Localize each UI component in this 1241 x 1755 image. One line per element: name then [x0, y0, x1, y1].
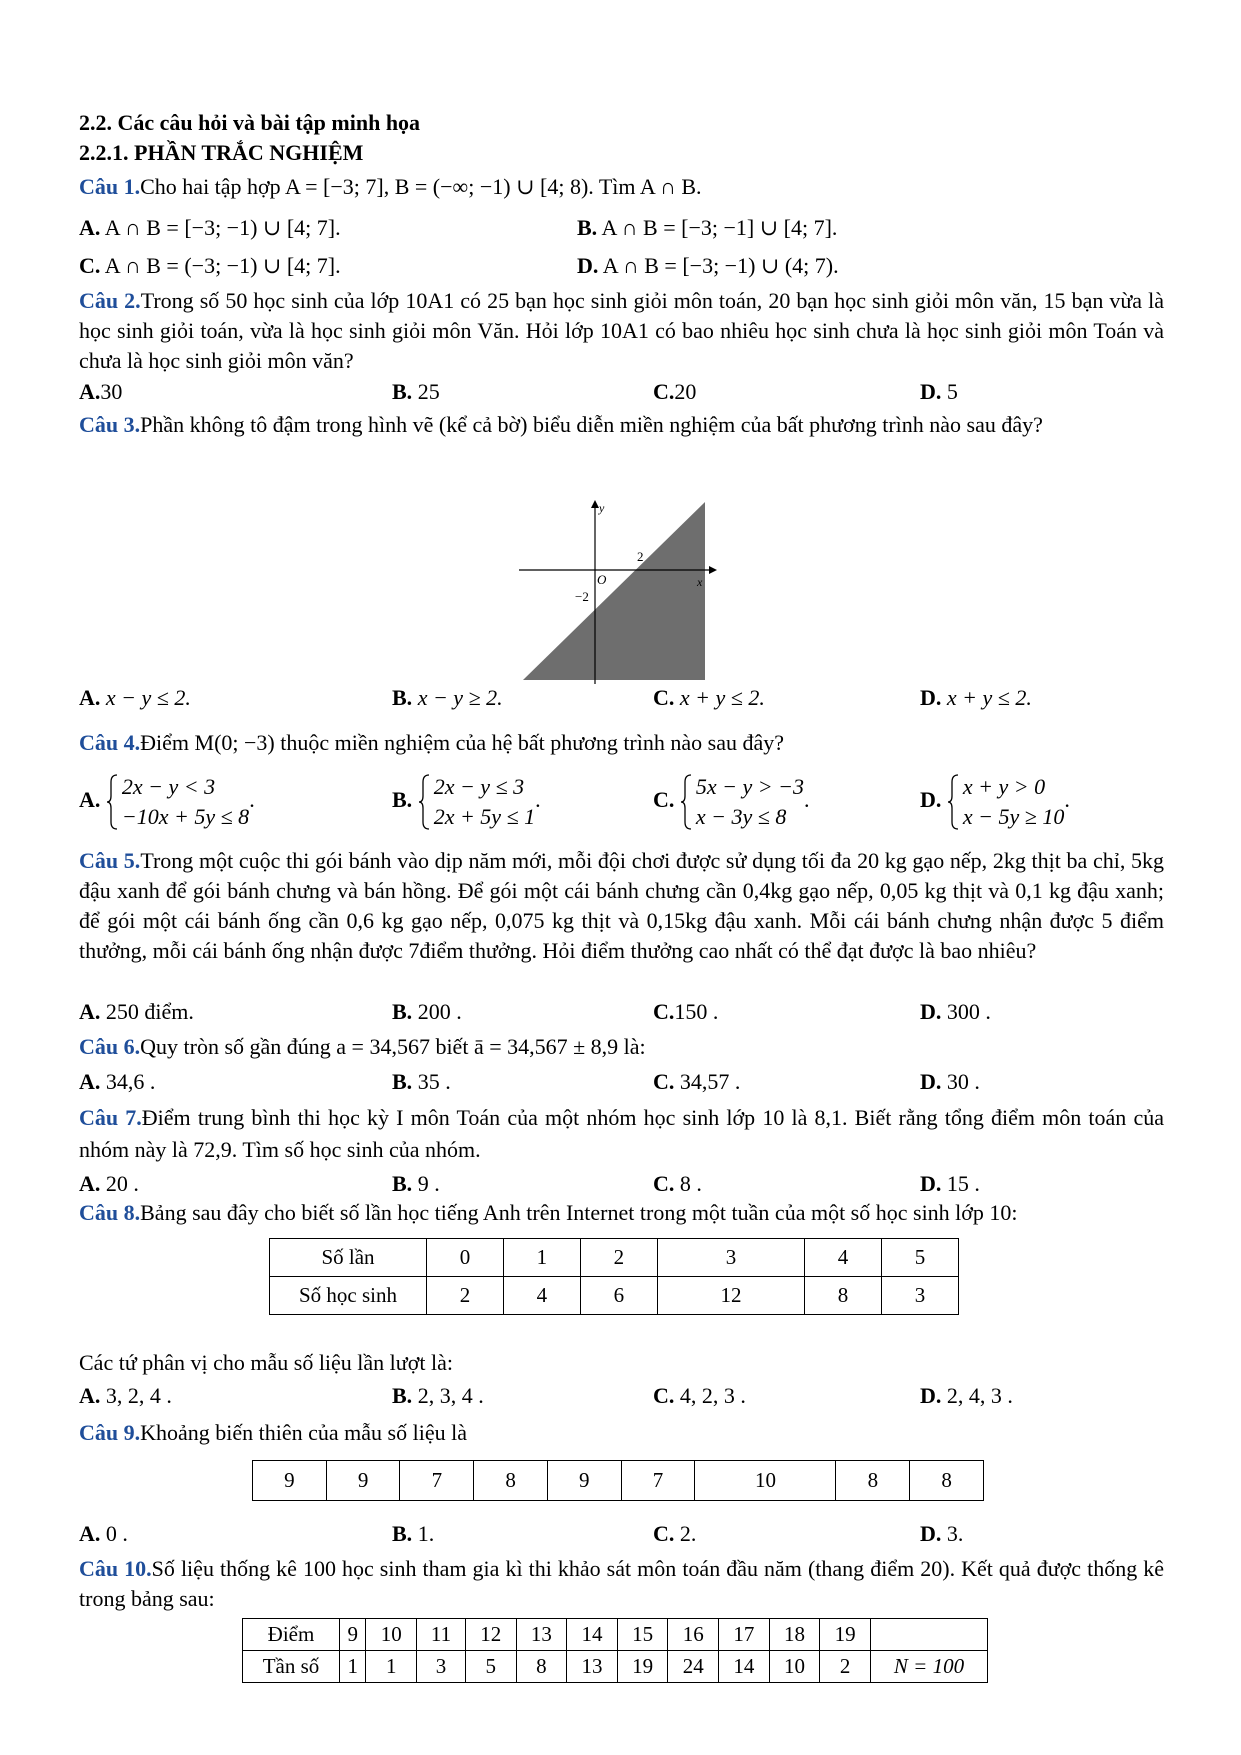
- option-a: A. 0 .: [79, 1521, 128, 1546]
- table-cell: 13: [516, 1619, 567, 1651]
- brace-icon: [680, 774, 692, 830]
- inequality-region-figure: [519, 500, 719, 684]
- table-cell: 6: [580, 1277, 657, 1315]
- option-d: D. x + y > 0 x − 5y ≥ 10.: [920, 773, 1070, 829]
- q5-options: [79, 996, 1164, 1030]
- table-cell: 11: [417, 1619, 466, 1651]
- question-3: [79, 410, 1164, 440]
- q1-options-row-2: [79, 250, 1164, 284]
- table-cell: 10: [769, 1651, 820, 1683]
- option-c: C. 8 .: [653, 1171, 702, 1196]
- data-sample-table: [252, 1460, 984, 1501]
- table-cell: 16: [668, 1619, 719, 1651]
- option-d: D. 15 .: [920, 1171, 980, 1196]
- option-d: D. 3.: [920, 1521, 964, 1546]
- table-cell: 10: [366, 1619, 417, 1651]
- table-cell: 9: [326, 1461, 400, 1501]
- table-cell: 14: [567, 1619, 618, 1651]
- score-frequency-table: [242, 1618, 988, 1683]
- option-c: C.20: [653, 379, 697, 404]
- option-b: B. 2, 3, 4 .: [392, 1383, 484, 1408]
- question-text: Bảng sau đây cho biết số lần học tiếng Anh trên Internet trong một tuần của một số học sinh lớp 10:: [140, 1200, 1018, 1225]
- subsection-title: 2.2.1. PHẦN TRẮC NGHIỆM: [79, 140, 364, 165]
- option-b: B. 35 .: [392, 1069, 451, 1094]
- option-b: B. x − y ≥ 2.: [392, 685, 503, 710]
- table-cell: Điểm: [243, 1619, 340, 1651]
- table-cell: 14: [719, 1651, 770, 1683]
- question-text: Số liệu thống kê 100 học sinh tham gia kì thi khảo sát môn toán đầu năm (thang điểm 20). Kết quả được thống kê trong bảng sau:: [79, 1556, 1165, 1611]
- x-tick-label: 2: [637, 549, 644, 564]
- table-row: [243, 1651, 988, 1683]
- table-row: [253, 1461, 984, 1501]
- table-cell: 8: [836, 1461, 910, 1501]
- table-row: [270, 1239, 959, 1277]
- option-c: C. 5x − y > −3 x − 3y ≤ 8.: [653, 773, 810, 829]
- table-cell: 12: [465, 1619, 516, 1651]
- question-label: Câu 4.: [79, 730, 141, 755]
- question-label: Câu 10.: [79, 1556, 152, 1581]
- y-axis-arrow: [591, 500, 599, 508]
- option-d: D. 30 .: [920, 1069, 980, 1094]
- option-a: A. 2x − y < 3 −10x + 5y ≤ 8.: [79, 773, 255, 829]
- question-text: Điểm trung bình thi học kỳ I môn Toán của một nhóm học sinh lớp 10 là 8,1. Biết rằng tổng điểm môn toán của nhóm này là 72,9. Tìm số học sinh của nhóm.: [79, 1105, 1164, 1162]
- option-d: D. A ∩ B = [−3; −1) ∪ (4; 7).: [577, 253, 839, 278]
- q1-options-row-1: [79, 212, 1164, 246]
- system-line-2: −10x + 5y ≤ 8: [121, 803, 250, 829]
- section-title: 2.2. Các câu hỏi và bài tập minh họa: [79, 110, 421, 135]
- option-a: A.30: [79, 379, 123, 404]
- q8-follow-up: Các tứ phân vị cho mẫu số liệu lần lượt là:: [79, 1350, 453, 1375]
- question-4: [79, 728, 1164, 758]
- table-cell: [871, 1619, 988, 1651]
- option-b: B. A ∩ B = [−3; −1] ∪ [4; 7].: [577, 215, 838, 240]
- option-c: C. 2.: [653, 1521, 697, 1546]
- option-b: B. 1.: [392, 1521, 435, 1546]
- question-text: Quy tròn số gần đúng a = 34,567 biết ā = 34,567 ± 8,9 là:: [140, 1034, 646, 1059]
- table-cell: 5: [465, 1651, 516, 1683]
- system-line-1: 5x − y > −3: [695, 773, 804, 799]
- table-cell: 19: [820, 1619, 871, 1651]
- table-cell: 13: [567, 1651, 618, 1683]
- question-10: [79, 1554, 1164, 1614]
- table-cell: 7: [400, 1461, 474, 1501]
- option-a: A. A ∩ B = [−3; −1) ∪ [4; 7].: [79, 215, 341, 240]
- system-line-2: 2x + 5y ≤ 1: [433, 803, 536, 829]
- table-cell: 8: [474, 1461, 548, 1501]
- q6-options: [79, 1066, 1164, 1100]
- option-a: A. 3, 2, 4 .: [79, 1383, 172, 1408]
- table-cell: 9: [547, 1461, 621, 1501]
- option-b: B. 9 .: [392, 1171, 440, 1196]
- question-label: Câu 5.: [79, 848, 141, 873]
- table-cell: 17: [719, 1619, 770, 1651]
- q7-options: [79, 1168, 1164, 1202]
- table-cell: 1: [366, 1651, 417, 1683]
- brace-icon: [947, 774, 959, 830]
- y-axis-label: y: [599, 501, 605, 515]
- question-label: Câu 1.: [79, 174, 141, 199]
- system-line-1: 2x − y < 3: [121, 773, 216, 799]
- question-2: [79, 286, 1164, 376]
- brace-icon: [418, 774, 430, 830]
- option-c: C.150 .: [653, 999, 719, 1024]
- question-text: Khoảng biến thiên của mẫu số liệu là: [140, 1420, 467, 1445]
- table-cell: N = 100: [871, 1651, 988, 1683]
- option-d: D. 300 .: [920, 999, 991, 1024]
- option-c: C. x + y ≤ 2.: [653, 685, 765, 710]
- table-cell: 15: [617, 1619, 668, 1651]
- table-cell: 4: [503, 1277, 580, 1315]
- table-cell: 9: [340, 1619, 366, 1651]
- q8-options: [79, 1380, 1164, 1414]
- table-cell: 8: [910, 1461, 984, 1501]
- table-cell: 5: [882, 1239, 959, 1277]
- q9-options: [79, 1518, 1164, 1552]
- table-cell: 2: [427, 1277, 504, 1315]
- table-cell: 3: [657, 1239, 804, 1277]
- option-a: A. x − y ≤ 2.: [79, 685, 191, 710]
- question-text: Trong số 50 học sinh của lớp 10A1 có 25 bạn học sinh giỏi môn toán, 20 bạn học sinh giỏi môn văn, 15 bạn vừa là học sinh giỏi toán, vừa là học sinh giỏi môn Văn. Hỏi lớp 10A1 có bao nhiêu học sinh chưa là học sinh giỏi môn Toán và chưa là học sinh giỏi môn văn?: [79, 288, 1164, 373]
- table-cell: 8: [805, 1277, 882, 1315]
- question-label: Câu 9.: [79, 1420, 141, 1445]
- question-label: Câu 2.: [79, 288, 141, 313]
- brace-icon: [106, 774, 118, 830]
- question-text: Điểm M(0; −3) thuộc miền nghiệm của hệ bất phương trình nào sau đây?: [140, 730, 784, 755]
- question-5: [79, 846, 1164, 966]
- question-8: [79, 1198, 1164, 1228]
- question-text: Phần không tô đậm trong hình vẽ (kể cả bờ) biểu diễn miền nghiệm của bất phương trình nào sau đây?: [140, 412, 1043, 437]
- table-cell: 8: [516, 1651, 567, 1683]
- system-line-2: x − 3y ≤ 8: [695, 803, 787, 829]
- x-axis-label: x: [697, 575, 703, 589]
- q3-options: [79, 682, 1164, 716]
- option-a: A. 250 điểm.: [79, 999, 194, 1024]
- table-cell: 4: [805, 1239, 882, 1277]
- option-b: B. 2x − y ≤ 3 2x + 5y ≤ 1.: [392, 773, 541, 829]
- table-cell: Số lần: [270, 1239, 427, 1277]
- table-cell: 24: [668, 1651, 719, 1683]
- y-tick-label: −2: [575, 589, 589, 604]
- x-axis-arrow: [709, 566, 717, 574]
- table-cell: 12: [657, 1277, 804, 1315]
- question-label: Câu 3.: [79, 412, 141, 437]
- table-cell: 10: [695, 1461, 836, 1501]
- option-d: D. 2, 4, 3 .: [920, 1383, 1013, 1408]
- option-c: C. 34,57 .: [653, 1069, 741, 1094]
- frequency-table: [269, 1238, 959, 1315]
- question-text: Cho hai tập hợp A = [−3; 7], B = (−∞; −1) ∪ [4; 8). Tìm A ∩ B.: [140, 174, 702, 199]
- table-cell: 2: [580, 1239, 657, 1277]
- table-row: [243, 1619, 988, 1651]
- question-7: [79, 1102, 1164, 1166]
- q4-options: [79, 768, 1164, 832]
- option-a: A. 20 .: [79, 1171, 139, 1196]
- question-text: Trong một cuộc thi gói bánh vào dịp năm mới, mỗi đội chơi được sử dụng tối đa 20 kg gạo nếp, 2kg thịt ba chỉ, 5kg đậu xanh để gói bánh chưng và bán hồng. Để gói một cái bánh chưng cần 0,4kg gạo nếp, 0,05 kg thịt và 0,1 kg đậu xanh; để gói một cái bánh ống cần 0,6 kg gạo nếp, 0,075 kg thịt và 0,15kg đậu xanh. Mỗi cái bánh chưng nhận được 5 điểm thưởng, mỗi cái bánh ống nhận được 7điểm thưởng. Hỏi điểm thưởng cao nhất có thể đạt được là bao nhiêu?: [79, 848, 1164, 963]
- question-6: [79, 1032, 1164, 1062]
- table-cell: 0: [427, 1239, 504, 1277]
- system-line-2: x − 5y ≥ 10: [962, 803, 1065, 829]
- table-row: [270, 1277, 959, 1315]
- table-cell: Số học sinh: [270, 1277, 427, 1315]
- question-9: [79, 1418, 1164, 1448]
- table-cell: 1: [340, 1651, 366, 1683]
- q2-options: [79, 376, 1164, 410]
- question-label: Câu 8.: [79, 1200, 141, 1225]
- question-label: Câu 7.: [79, 1105, 142, 1130]
- question-label: Câu 6.: [79, 1034, 141, 1059]
- table-cell: Tần số: [243, 1651, 340, 1683]
- table-cell: 19: [617, 1651, 668, 1683]
- table-cell: 9: [253, 1461, 327, 1501]
- option-d: D. 5: [920, 379, 958, 404]
- table-cell: 2: [820, 1651, 871, 1683]
- option-c: C. A ∩ B = (−3; −1) ∪ [4; 7].: [79, 253, 341, 278]
- option-b: B. 25: [392, 379, 440, 404]
- table-cell: 3: [417, 1651, 466, 1683]
- table-cell: 1: [503, 1239, 580, 1277]
- option-d: D. x + y ≤ 2.: [920, 685, 1032, 710]
- system-line-1: 2x − y ≤ 3: [433, 773, 525, 799]
- table-cell: 3: [882, 1277, 959, 1315]
- shaded-region: [523, 502, 705, 680]
- system-line-1: x + y > 0: [962, 773, 1046, 799]
- origin-label: O: [597, 572, 607, 587]
- question-1: [79, 172, 1164, 202]
- option-b: B. 200 .: [392, 999, 462, 1024]
- table-cell: 7: [621, 1461, 695, 1501]
- option-a: A. 34,6 .: [79, 1069, 156, 1094]
- option-c: C. 4, 2, 3 .: [653, 1383, 746, 1408]
- table-cell: 18: [769, 1619, 820, 1651]
